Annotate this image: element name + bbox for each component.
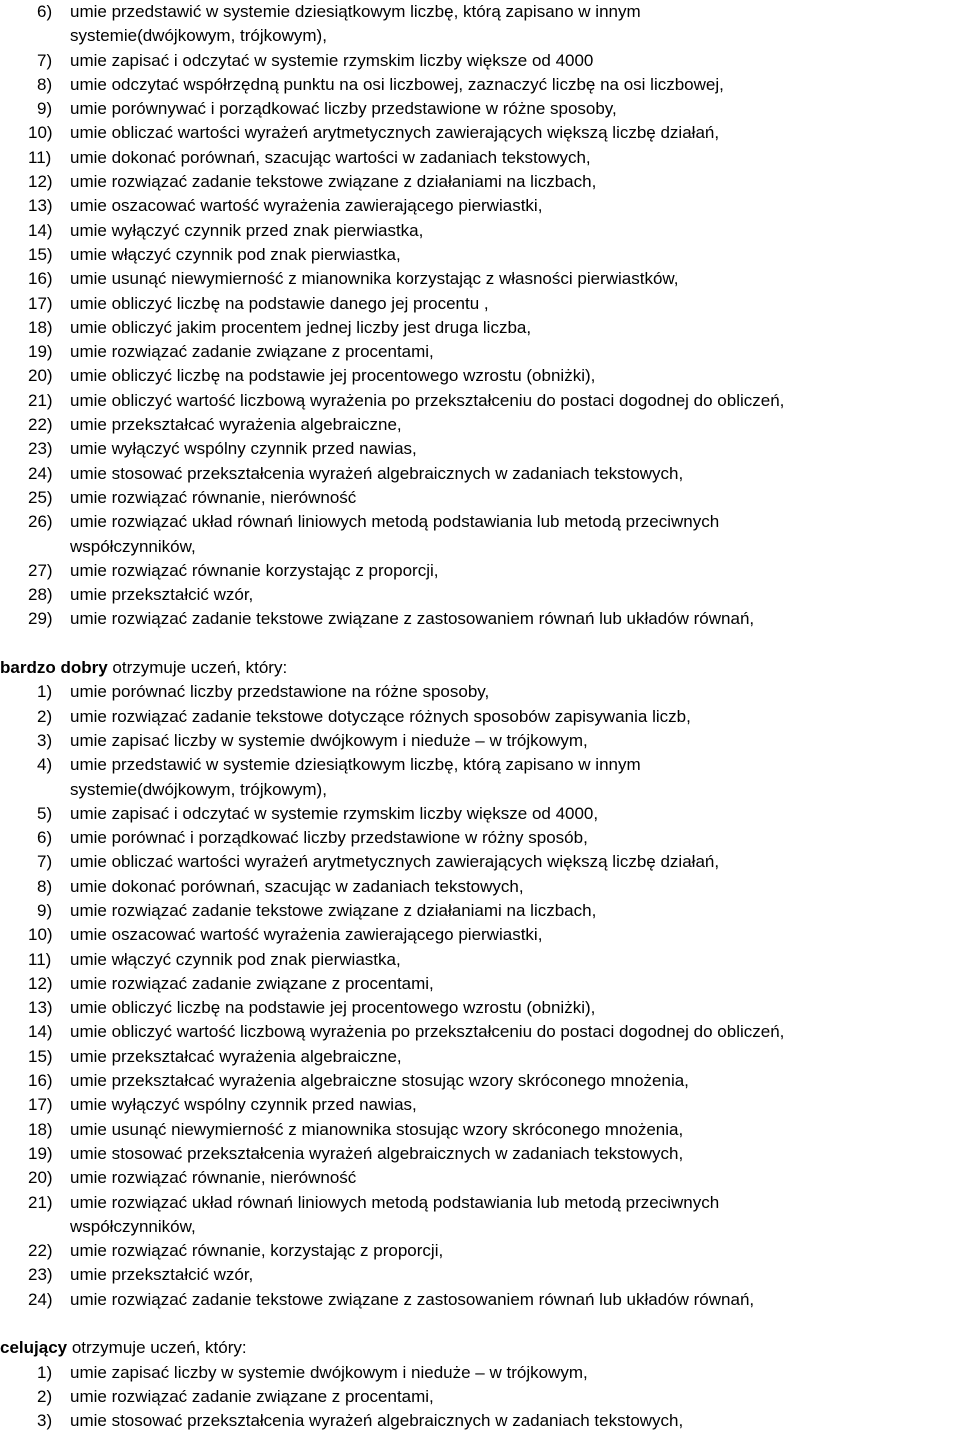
- list-item: [0, 972, 960, 996]
- item-number: 19): [28, 1143, 53, 1163]
- item-text: umie wyłączyć czynnik przed znak pierwiastka,: [70, 220, 424, 240]
- list-bardzo-dobry: [0, 680, 960, 1312]
- item-number: 17): [28, 1095, 53, 1115]
- item-text: umie przekształcić wzór,: [70, 1265, 254, 1285]
- item-text: umie obliczyć wartość liczbową wyrażenia po przekształceniu do postaci dogodnej do obliczeń,: [70, 390, 785, 410]
- item-number: 14): [28, 1022, 53, 1042]
- list-item: [0, 923, 960, 947]
- item-number: 25): [28, 487, 53, 507]
- item-text: umie rozwiązać zadanie tekstowe związane z zastosowaniem równań lub układów równań,: [70, 609, 755, 629]
- list-item: [0, 462, 960, 486]
- list-item: [0, 1093, 960, 1117]
- list-item: [0, 899, 960, 923]
- list-item: [0, 413, 960, 437]
- list-item: [0, 583, 960, 607]
- item-text: umie dokonać porównań, szacując w zadaniach tekstowych,: [70, 876, 524, 896]
- item-text: umie usunąć niewymierność z mianownika korzystając z własności pierwiastków,: [70, 269, 679, 289]
- list-item: [0, 1385, 960, 1409]
- list-item: [0, 389, 960, 413]
- item-number: 14): [28, 220, 53, 240]
- list-item: [0, 802, 960, 826]
- item-text: umie rozwiązać zadanie związane z procentami,: [70, 1386, 434, 1406]
- item-text: umie rozwiązać zadanie związane z procentami,: [70, 342, 434, 362]
- item-number: 24): [28, 463, 53, 483]
- list-item: [0, 607, 960, 631]
- item-number: 5): [37, 803, 53, 823]
- item-number: 8): [37, 876, 53, 896]
- item-number: 22): [28, 415, 53, 435]
- grade-name: celujący: [0, 1338, 68, 1358]
- list-item: [0, 146, 960, 170]
- item-number: 8): [37, 74, 53, 94]
- item-text: umie stosować przekształcenia wyrażeń algebraicznych w zadaniach tekstowych,: [70, 463, 684, 483]
- item-text: umie obliczać wartości wyrażeń arytmetycznych zawierających większą liczbę działań,: [70, 852, 720, 872]
- list-item: [0, 364, 960, 388]
- item-text: umie rozwiązać zadanie tekstowe związane z działaniami na liczbach,: [70, 172, 597, 192]
- item-number: 9): [37, 99, 53, 119]
- item-number: 9): [37, 900, 53, 920]
- item-number: 24): [28, 1289, 53, 1309]
- item-text: umie przekształcać wyrażenia algebraiczne stosując wzory skróconego mnożenia,: [70, 1071, 689, 1091]
- item-number: 7): [37, 852, 53, 872]
- list-item: [0, 996, 960, 1020]
- list-item: [0, 219, 960, 243]
- item-number: 1): [37, 1362, 53, 1382]
- list-item: [0, 1409, 960, 1433]
- list-item: [0, 1239, 960, 1263]
- item-number: 15): [28, 244, 53, 264]
- list-item: [0, 826, 960, 850]
- item-number: 21): [28, 1192, 53, 1212]
- item-number: 16): [28, 1071, 53, 1091]
- item-continuation: systemie(dwójkowym, trójkowym),: [70, 779, 327, 799]
- item-number: 20): [28, 1168, 53, 1188]
- list-item: [0, 121, 960, 145]
- grade-rest: otrzymuje uczeń, który:: [67, 1338, 247, 1358]
- list-item: [0, 486, 960, 510]
- list-item: [0, 753, 960, 777]
- item-text: umie włączyć czynnik pod znak pierwiastka,: [70, 244, 401, 264]
- item-text: umie przekształcić wzór,: [70, 585, 254, 605]
- item-text: umie zapisać i odczytać w systemie rzymskim liczby większe od 4000: [70, 50, 594, 70]
- item-number: 6): [37, 828, 53, 848]
- item-number: 28): [28, 585, 53, 605]
- item-text: umie rozwiązać równanie, korzystając z proporcji,: [70, 1241, 444, 1261]
- grade-name: bardzo dobry: [0, 658, 108, 678]
- item-number: 18): [28, 1119, 53, 1139]
- item-number: 11): [28, 147, 52, 167]
- section-gap: [0, 1312, 960, 1336]
- item-text: umie włączyć czynnik pod znak pierwiastka,: [70, 949, 401, 969]
- list-item: [0, 1020, 960, 1044]
- item-number: 27): [28, 560, 53, 580]
- item-number: 12): [28, 172, 53, 192]
- item-text: umie oszacować wartość wyrażenia zawierającego pierwiastki,: [70, 196, 543, 216]
- list-item: [0, 850, 960, 874]
- item-text: umie zapisać liczby w systemie dwójkowym i nieduże – w trójkowym,: [70, 1362, 588, 1382]
- item-text: umie zapisać liczby w systemie dwójkowym i nieduże – w trójkowym,: [70, 730, 588, 750]
- item-text: umie rozwiązać równanie korzystając z proporcji,: [70, 560, 439, 580]
- list-item: [0, 705, 960, 729]
- item-text: umie stosować przekształcenia wyrażeń algebraicznych w zadaniach tekstowych,: [70, 1411, 684, 1431]
- item-text: umie przedstawić w systemie dziesiątkowym liczbę, którą zapisano w innym: [70, 2, 641, 21]
- item-text: umie przedstawić w systemie dziesiątkowym liczbę, którą zapisano w innym: [70, 755, 641, 775]
- list-item: [0, 267, 960, 291]
- item-number: 20): [28, 366, 53, 386]
- list-item: [0, 437, 960, 461]
- item-text: umie zapisać i odczytać w systemie rzymskim liczby większe od 4000,: [70, 803, 599, 823]
- section-gap: [0, 632, 960, 656]
- item-text: umie rozwiązać równanie, nierówność: [70, 487, 357, 507]
- item-text: umie porównać liczby przedstawione na różne sposoby,: [70, 682, 490, 702]
- item-text: umie rozwiązać zadanie tekstowe związane z zastosowaniem równań lub układów równań,: [70, 1289, 755, 1309]
- list-item: [0, 73, 960, 97]
- item-number: 1): [37, 682, 53, 702]
- item-text: umie oszacować wartość wyrażenia zawierającego pierwiastki,: [70, 925, 543, 945]
- list-item: [0, 49, 960, 73]
- list-top: [0, 0, 960, 632]
- list-item: [0, 340, 960, 364]
- item-text: umie rozwiązać układ równań liniowych metodą podstawiania lub metodą przeciwnych: [70, 1192, 720, 1212]
- item-number: 4): [37, 755, 53, 775]
- item-number: 2): [37, 706, 53, 726]
- list-item: [0, 510, 960, 534]
- item-continuation: systemie(dwójkowym, trójkowym),: [70, 26, 327, 46]
- item-text: umie obliczyć liczbę na podstawie jej procentowego wzrostu (obniżki),: [70, 366, 596, 386]
- item-continuation: współczynników,: [70, 1216, 196, 1236]
- item-number: 19): [28, 342, 53, 362]
- item-text: umie rozwiązać układ równań liniowych metodą podstawiania lub metodą przeciwnych: [70, 512, 720, 532]
- item-text: umie obliczać wartości wyrażeń arytmetycznych zawierających większą liczbę działań,: [70, 123, 720, 143]
- list-item: [0, 0, 960, 24]
- item-number: 15): [28, 1046, 53, 1066]
- list-item: [0, 948, 960, 972]
- item-text: umie porównać i porządkować liczby przedstawione w różny sposób,: [70, 828, 588, 848]
- item-text: umie porównywać i porządkować liczby przedstawione w różne sposoby,: [70, 99, 617, 119]
- item-number: 2): [37, 1386, 53, 1406]
- list-item: [0, 170, 960, 194]
- item-text: umie wyłączyć wspólny czynnik przed nawias,: [70, 1095, 417, 1115]
- item-number: 22): [28, 1241, 53, 1261]
- list-item: [0, 316, 960, 340]
- item-continuation: współczynników,: [70, 536, 196, 556]
- list-item: [0, 1288, 960, 1312]
- item-number: 6): [37, 2, 53, 21]
- item-number: 13): [28, 196, 53, 216]
- item-text: umie stosować przekształcenia wyrażeń algebraicznych w zadaniach tekstowych,: [70, 1143, 684, 1163]
- item-text: umie dokonać porównań, szacując wartości w zadaniach tekstowych,: [70, 147, 591, 167]
- item-text: umie obliczyć liczbę na podstawie jej procentowego wzrostu (obniżki),: [70, 998, 596, 1018]
- item-number: 23): [28, 439, 53, 459]
- grade-rest: otrzymuje uczeń, który:: [107, 658, 288, 678]
- list-item: [0, 1361, 960, 1385]
- item-number: 26): [28, 512, 53, 532]
- list-item: [0, 292, 960, 316]
- item-number: 16): [28, 269, 53, 289]
- item-number: 17): [28, 293, 53, 313]
- item-text: umie obliczyć liczbę na podstawie danego jej procentu ,: [70, 293, 489, 313]
- item-number: 3): [37, 730, 53, 750]
- list-item: [0, 1118, 960, 1142]
- list-item: [0, 1191, 960, 1215]
- item-number: 10): [28, 925, 53, 945]
- list-item: [0, 243, 960, 267]
- list-celujacy: [0, 1361, 960, 1434]
- item-text: umie rozwiązać równanie, nierówność: [70, 1168, 357, 1188]
- list-item: [0, 680, 960, 704]
- item-text: umie obliczyć wartość liczbową wyrażenia po przekształceniu do postaci dogodnej do obliczeń,: [70, 1022, 785, 1042]
- list-item: [0, 875, 960, 899]
- item-number: 29): [28, 609, 53, 629]
- grade-heading-bardzo-dobry: [0, 656, 960, 680]
- item-text: umie wyłączyć wspólny czynnik przed nawias,: [70, 439, 417, 459]
- item-number: 18): [28, 317, 53, 337]
- list-item: [0, 1142, 960, 1166]
- item-number: 21): [28, 390, 53, 410]
- item-text: umie usunąć niewymierność z mianownika stosując wzory skróconego mnożenia,: [70, 1119, 684, 1139]
- list-item: [0, 1045, 960, 1069]
- item-text: umie przekształcać wyrażenia algebraiczne,: [70, 1046, 402, 1066]
- item-text: umie rozwiązać zadanie związane z procentami,: [70, 973, 434, 993]
- list-item: [0, 1069, 960, 1093]
- list-item: [0, 559, 960, 583]
- item-number: 11): [28, 949, 52, 969]
- list-item: [0, 1263, 960, 1287]
- item-text: umie przekształcać wyrażenia algebraiczne,: [70, 415, 402, 435]
- item-number: 7): [37, 50, 53, 70]
- item-number: 23): [28, 1265, 53, 1285]
- item-number: 10): [28, 123, 53, 143]
- list-item: [0, 729, 960, 753]
- item-number: 3): [37, 1411, 53, 1431]
- grade-heading-celujacy: [0, 1336, 960, 1360]
- item-text: umie rozwiązać zadanie tekstowe dotyczące różnych sposobów zapisywania liczb,: [70, 706, 691, 726]
- list-item: [0, 97, 960, 121]
- item-text: umie odczytać współrzędną punktu na osi liczbowej, zaznaczyć liczbę na osi liczbowej,: [70, 74, 724, 94]
- item-text: umie rozwiązać zadanie tekstowe związane z działaniami na liczbach,: [70, 900, 597, 920]
- item-number: 12): [28, 973, 53, 993]
- item-number: 13): [28, 998, 53, 1018]
- list-item: [0, 1166, 960, 1190]
- item-text: umie obliczyć jakim procentem jednej liczby jest druga liczba,: [70, 317, 532, 337]
- list-item: [0, 194, 960, 218]
